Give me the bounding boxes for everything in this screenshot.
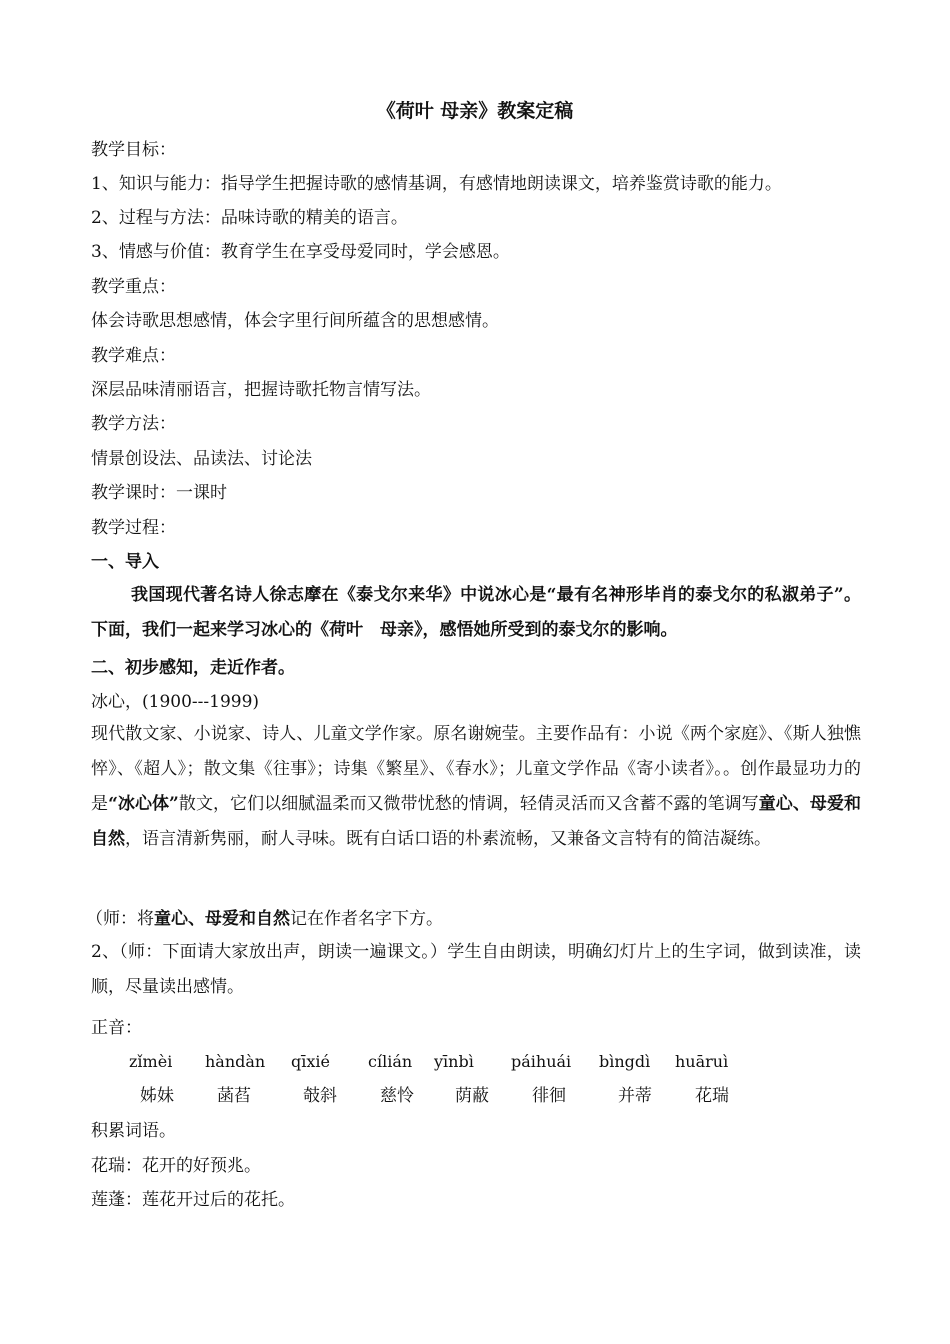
chars-3: 攲斜 [303,1086,337,1106]
difficulty-heading: 教学难点： [91,346,176,366]
method-heading: 教学方法： [91,414,176,434]
pronunciation-heading: 正音： [91,1018,142,1038]
objective-3: 3、情感与价值：教育学生在享受母爱同时，学会感恩。 [91,242,510,262]
difficulty-text: 深层品味清丽语言，把握诗歌托物言情写法。 [91,380,431,400]
section-2-heading: 二、初步感知，走近作者。 [91,658,295,678]
pinyin-5: yīnbì [434,1052,474,1071]
key-heading: 教学重点： [91,277,176,297]
chars-2: 菡萏 [217,1086,251,1106]
author-bio-bold-2: 童心、母爱和自然 [91,794,862,849]
intro-paragraph: 我国现代著名诗人徐志摩在《泰戈尔来华》中说冰心是“最有名神形毕肖的泰戈尔的私淑弟子”。下面，我们一起来学习冰心的《荷叶 母亲》，感悟她所受到的泰戈尔的影响。 [91,585,861,640]
vocab-heading: 积累词语。 [91,1121,176,1141]
method-text: 情景创设法、品读法、讨论法 [91,449,312,469]
chars-6: 徘徊 [532,1086,566,1106]
pinyin-8: huāruì [675,1052,729,1071]
class-hours: 教学课时：一课时 [91,483,227,503]
chars-4: 慈怜 [380,1086,414,1106]
reading-paragraph: 2、（师：下面请大家放出声，朗读一遍课文。）学生自由朗读，明确幻灯片上的生字词，做到读准，读顺，尽量读出感情。 [91,942,861,997]
author-bio [91,717,861,857]
chars-5: 荫蔽 [455,1086,489,1106]
teacher-note-bold: 童心、母爱和自然 [154,909,290,929]
author-bio-text-1: 现代散文家、小说家、诗人、儿童文学作家。原名谢婉莹。主要作品有：小说《两个家庭》、《斯人独憔悴》、《超人》；散文集《往事》；诗集《繁星》、《春水》；儿童文学作品《寄小读者》。。创作最显功力的是 [91,724,861,814]
section-1-heading: 一、导入 [91,552,159,572]
teacher-note-text-1: （师：将 [86,909,154,929]
teacher-note [86,906,856,932]
pinyin-4: cílián [368,1052,413,1071]
author-bio-text-2: 散文，它们以细腻温柔而又微带忧愁的情调，轻倩灵活而又含蓄不露的笔调写 [178,794,759,814]
characters-row [0,1083,950,1111]
vocab-item-1: 花瑞：花开的好预兆。 [91,1156,261,1176]
teacher-note-text-2: 记在作者名字下方。 [290,909,443,929]
chars-7: 并蒂 [618,1086,652,1106]
author-bio-bold-1: “冰心体” [108,794,179,814]
pinyin-row [0,1049,950,1077]
key-text: 体会诗歌思想感情，体会字里行间所蕴含的思想感情。 [91,311,499,331]
pinyin-6: páihuái [511,1052,572,1071]
chars-8: 花瑞 [695,1086,729,1106]
objective-2: 2、过程与方法：品味诗歌的精美的语言。 [91,208,408,228]
chars-1: 姊妹 [140,1086,174,1106]
document-title: 《荷叶 母亲》教案定稿 [376,100,574,122]
author-line: 冰心，(1900---1999) [91,692,260,712]
pinyin-1: zǐmèi [129,1052,173,1071]
objective-1: 1、知识与能力：指导学生把握诗歌的感情基调，有感情地朗读课文，培养鉴赏诗歌的能力。 [91,174,782,194]
process-heading: 教学过程： [91,518,176,538]
pinyin-7: bìngdì [599,1052,651,1071]
pinyin-3: qīxié [291,1052,330,1071]
objectives-heading: 教学目标： [91,140,176,160]
author-bio-text-3: ，语言清新隽丽，耐人寻味。既有白话口语的朴素流畅，又兼备文言特有的简洁凝练。 [125,829,771,849]
vocab-item-2: 莲蓬：莲花开过后的花托。 [91,1190,295,1210]
pinyin-2: hàndàn [205,1052,266,1071]
